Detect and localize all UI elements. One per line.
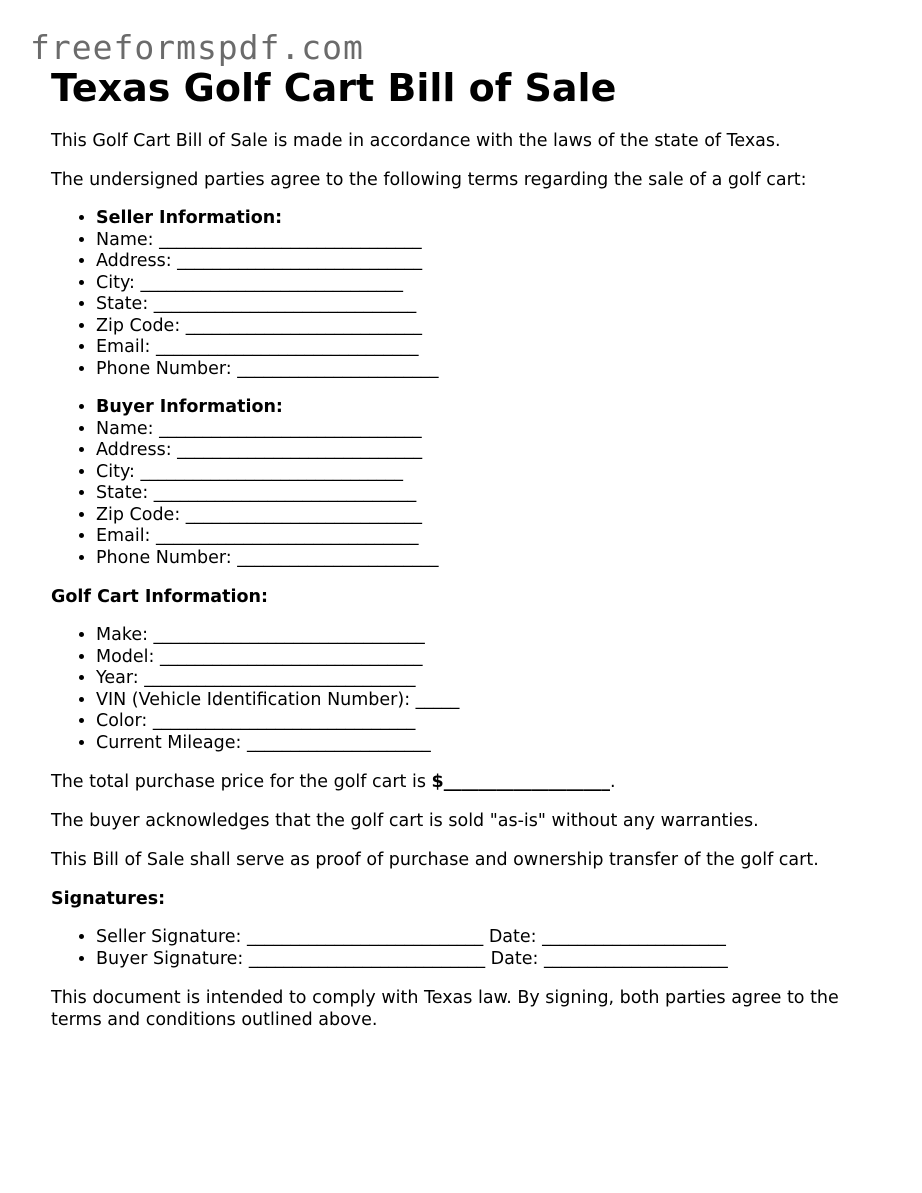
price-suffix: . — [609, 772, 616, 792]
price-blank-field[interactable]: $___________________ — [431, 772, 610, 792]
seller-signature-line[interactable]: • Seller Signature: ___________________________ Date: _____________________ — [96, 927, 891, 949]
seller-email-field[interactable]: • Email: ______________________________ — [96, 337, 891, 359]
seller-heading: • Seller Information: — [96, 208, 891, 230]
golf-cart-heading: Golf Cart Information: — [51, 587, 268, 607]
cart-color-field[interactable]: • Color: ______________________________ — [96, 711, 891, 733]
as-is-paragraph: The buyer acknowledges that the golf cart is sold "as-is" without any warranties. — [51, 811, 759, 831]
signatures-list — [51, 927, 891, 970]
cart-mileage-field[interactable]: • Current Mileage: _____________________ — [96, 733, 891, 755]
buyer-heading: • Buyer Information: — [96, 397, 891, 419]
seller-zip-field[interactable]: • Zip Code: ___________________________ — [96, 316, 891, 338]
buyer-information-list — [51, 397, 891, 569]
signatures-heading: Signatures: — [51, 889, 166, 909]
watermark: freeformspdf.com — [30, 28, 364, 67]
seller-phone-field[interactable]: • Phone Number: _______________________ — [96, 359, 891, 381]
cart-vin-field[interactable]: • VIN (Vehicle Identification Number): _____ — [96, 690, 891, 712]
buyer-city-field[interactable]: • City: ______________________________ — [96, 462, 891, 484]
document-title: Texas Golf Cart Bill of Sale — [51, 66, 617, 110]
seller-information-list — [51, 208, 891, 380]
buyer-name-field[interactable]: • Name: ______________________________ — [96, 419, 891, 441]
seller-address-field[interactable]: • Address: ____________________________ — [96, 251, 891, 273]
document-body — [51, 64, 891, 1048]
proof-paragraph: This Bill of Sale shall serve as proof of purchase and ownership transfer of the golf cart. — [51, 850, 819, 870]
purchase-price-paragraph — [51, 771, 891, 793]
agreement-paragraph: The undersigned parties agree to the following terms regarding the sale of a golf cart: — [51, 170, 807, 190]
intro-paragraph: This Golf Cart Bill of Sale is made in accordance with the laws of the state of Texas. — [51, 131, 781, 151]
cart-make-field[interactable]: • Make: _______________________________ — [96, 625, 891, 647]
cart-model-field[interactable]: • Model: ______________________________ — [96, 647, 891, 669]
cart-year-field[interactable]: • Year: _______________________________ — [96, 668, 891, 690]
buyer-state-field[interactable]: • State: ______________________________ — [96, 483, 891, 505]
seller-name-field[interactable]: • Name: ______________________________ — [96, 230, 891, 252]
buyer-phone-field[interactable]: • Phone Number: _______________________ — [96, 548, 891, 570]
closing-paragraph: This document is intended to comply with Texas law. By signing, both parties agree to the terms and conditions outlined above. — [51, 988, 839, 1030]
seller-city-field[interactable]: • City: ______________________________ — [96, 273, 891, 295]
price-prefix: The total purchase price for the golf cart is — [51, 772, 432, 792]
seller-state-field[interactable]: • State: ______________________________ — [96, 294, 891, 316]
buyer-zip-field[interactable]: • Zip Code: ___________________________ — [96, 505, 891, 527]
golf-cart-information-list — [51, 625, 891, 754]
buyer-email-field[interactable]: • Email: ______________________________ — [96, 526, 891, 548]
buyer-signature-line[interactable]: • Buyer Signature: ___________________________ Date: _____________________ — [96, 949, 891, 971]
buyer-address-field[interactable]: • Address: ____________________________ — [96, 440, 891, 462]
